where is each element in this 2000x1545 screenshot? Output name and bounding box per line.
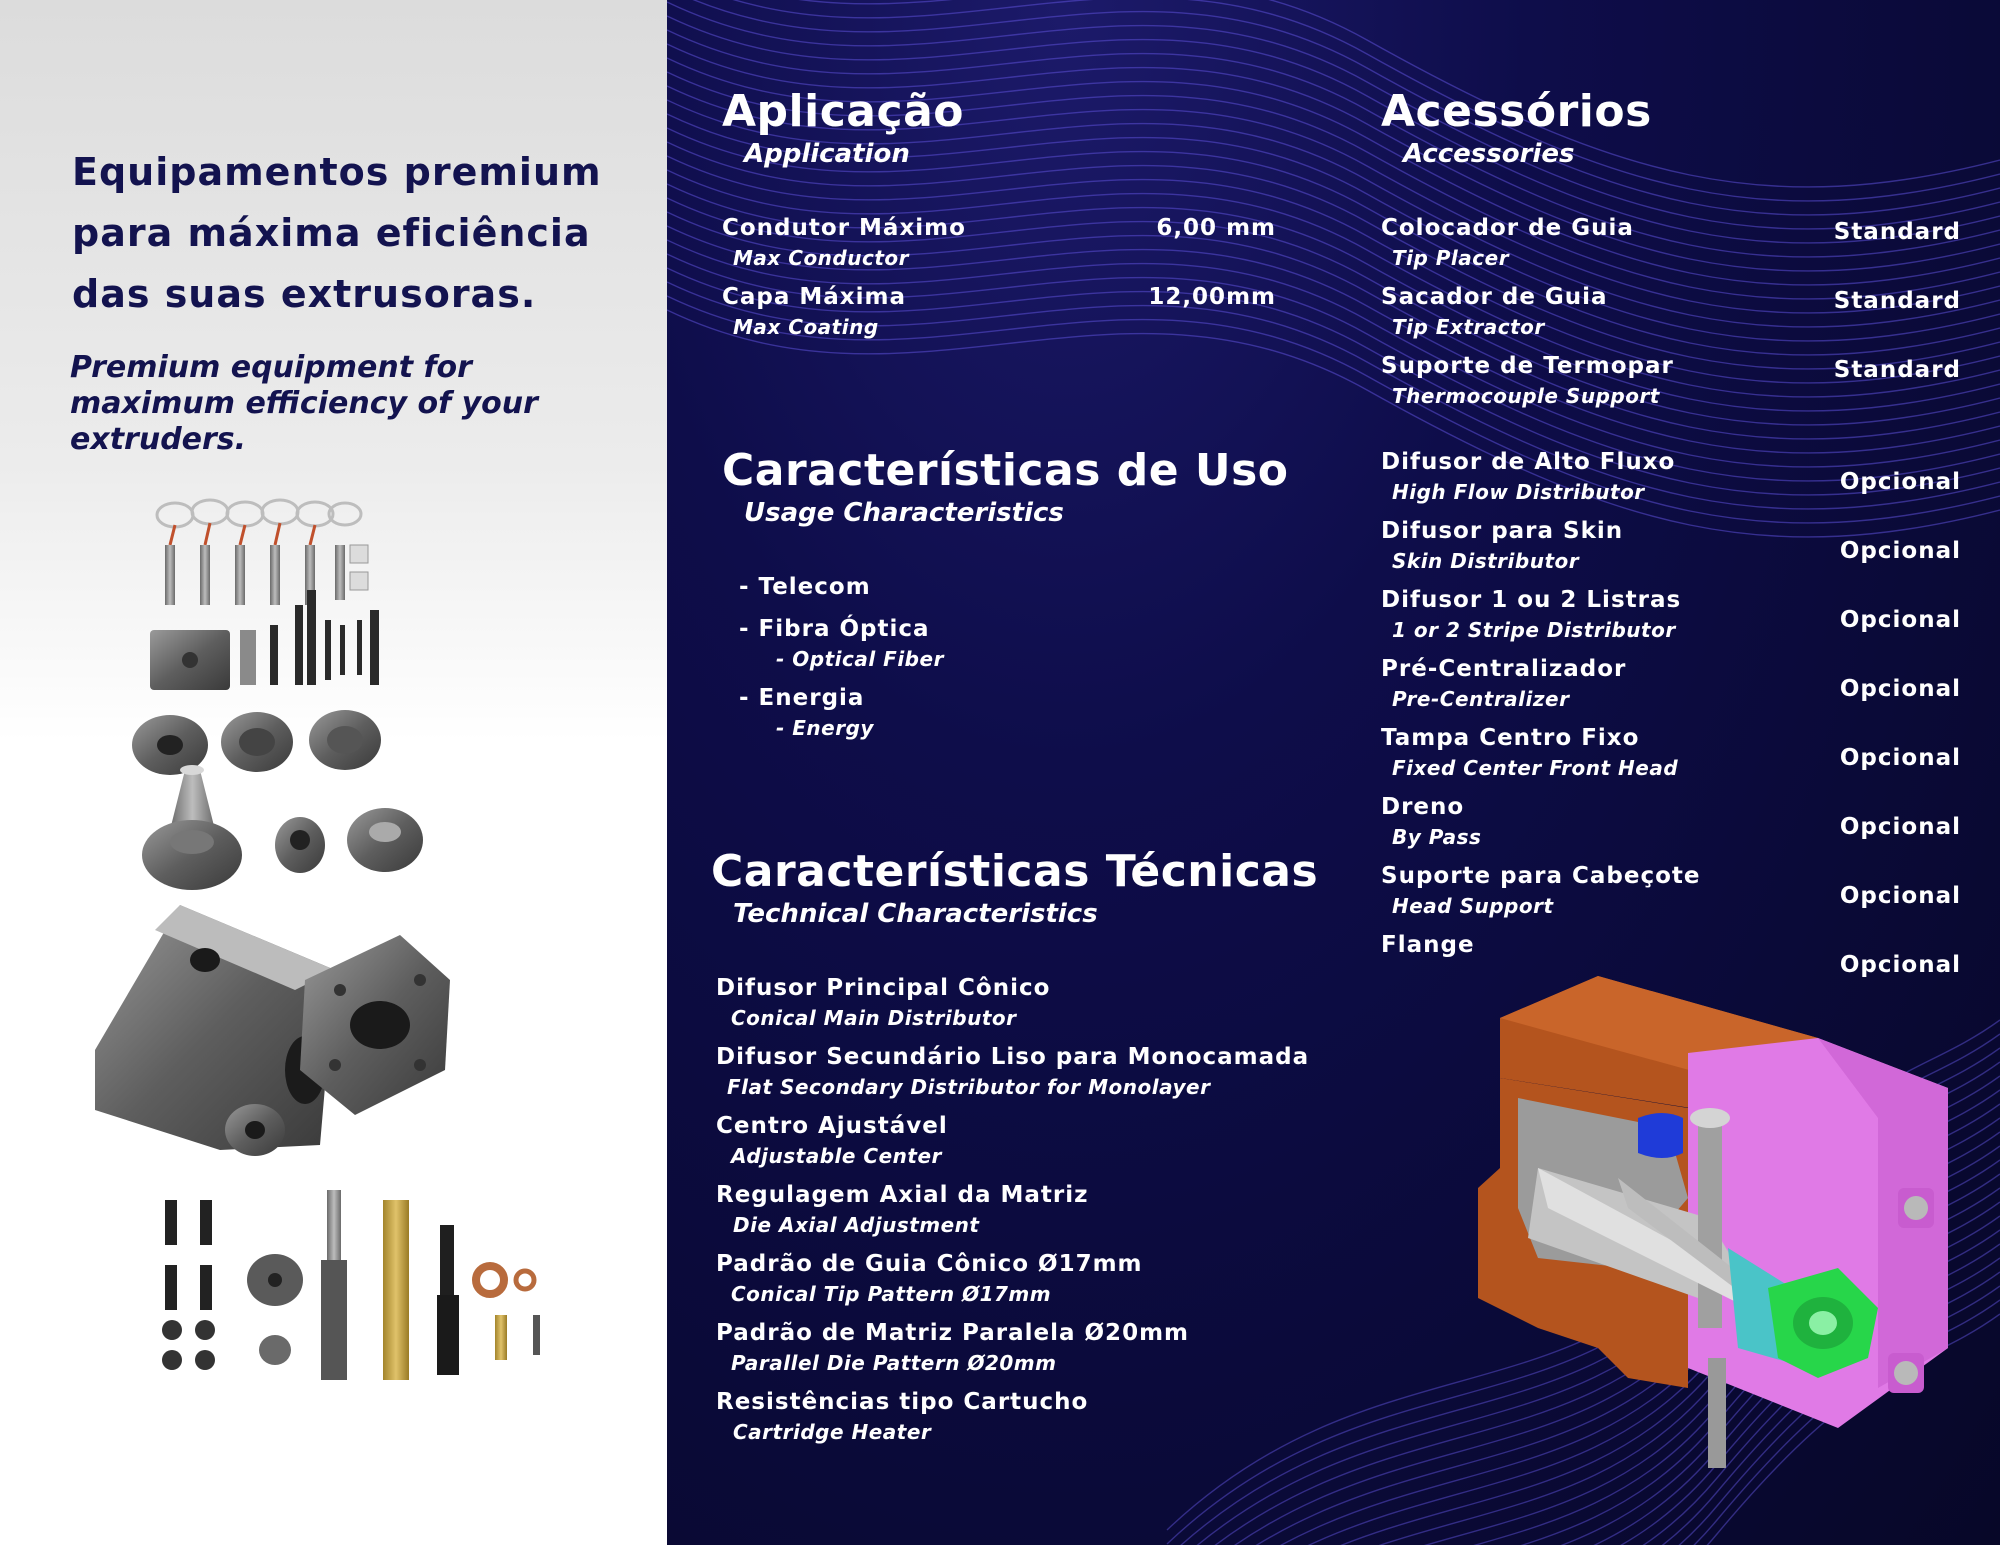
tecnicas-item-label: Regulagem Axial da Matriz: [716, 1182, 1089, 1208]
acessorio-item-label: Difusor para Skin: [1381, 518, 1624, 544]
acessorio-item-value: Standard: [1833, 357, 1961, 383]
tecnicas-title: Características Técnicas: [711, 846, 1319, 897]
uso-title: Características de Uso: [722, 445, 1289, 496]
uso-item-label: - Telecom: [739, 574, 871, 600]
acessorio-item-label: Sacador de Guia: [1381, 284, 1608, 310]
uso-item-sub: - Optical Fiber: [776, 647, 944, 671]
front-head-plate: [300, 935, 450, 1115]
acessorio-item-label: Difusor de Alto Fluxo: [1381, 449, 1676, 475]
aplicacao-item-sub: Max Conductor: [733, 246, 909, 270]
acessorio-item-label: Pré-Centralizador: [1381, 656, 1627, 682]
aplicacao-item-value: 6,00 mm: [1156, 215, 1276, 241]
aplicacao-item-label: Condutor Máximo: [722, 215, 966, 241]
tecnicas-item-label: Centro Ajustável: [716, 1113, 948, 1139]
extrusion-head-body: [95, 905, 335, 1150]
acessorio-item-value: Opcional: [1839, 883, 1961, 909]
uso-subtitle: Usage Characteristics: [744, 498, 1064, 528]
aplicacao-subtitle: Application: [744, 139, 910, 169]
aplicacao-item-value: 12,00mm: [1148, 284, 1276, 310]
tecnicas-item-sub: Parallel Die Pattern Ø20mm: [731, 1351, 1057, 1375]
tecnicas-subtitle: Technical Characteristics: [733, 899, 1098, 929]
tecnicas-item-sub: Conical Tip Pattern Ø17mm: [731, 1282, 1052, 1306]
acessorio-item-sub: Thermocouple Support: [1392, 384, 1660, 408]
cartridge-heaters: [157, 500, 368, 605]
acessorio-item-value: Opcional: [1839, 607, 1961, 633]
tools-and-fasteners: [162, 1190, 540, 1380]
acessorio-item-sub: 1 or 2 Stripe Distributor: [1392, 618, 1676, 642]
acessorio-item-label: Colocador de Guia: [1381, 215, 1634, 241]
tecnicas-item-sub: Flat Secondary Distributor for Monolayer: [727, 1075, 1211, 1099]
tecnicas-item-label: Resistências tipo Cartucho: [716, 1389, 1089, 1415]
acessorio-item-sub: Skin Distributor: [1392, 549, 1580, 573]
subheadline-line: Premium equipment for: [70, 350, 472, 385]
tecnicas-item-label: Difusor Secundário Liso para Monocamada: [716, 1044, 1310, 1070]
acessorio-item-value: Opcional: [1839, 952, 1961, 978]
tecnicas-item-sub: Die Axial Adjustment: [733, 1213, 980, 1237]
aplicacao-item-sub: Max Coating: [733, 315, 879, 339]
aplicacao-title: Aplicação: [722, 86, 964, 137]
conical-distributor: [142, 765, 242, 890]
acessorio-item-label: Suporte para Cabeçote: [1381, 863, 1701, 889]
acessorio-item-value: Opcional: [1839, 745, 1961, 771]
acessorio-item-value: Opcional: [1839, 676, 1961, 702]
acessorio-item-value: Standard: [1833, 288, 1961, 314]
uso-item-label: - Fibra Óptica: [739, 616, 930, 642]
subheadline: [70, 350, 630, 458]
headline-line: Equipamentos premium: [72, 150, 602, 194]
acessorio-item-label: Tampa Centro Fixo: [1381, 725, 1640, 751]
acessorio-item-sub: Head Support: [1392, 894, 1554, 918]
acessorios-subtitle: Accessories: [1403, 139, 1575, 169]
acessorio-item-label: Suporte de Termopar: [1381, 353, 1674, 379]
screws: [270, 590, 379, 685]
uso-item-sub: - Energy: [776, 716, 874, 740]
tecnicas-item-label: Padrão de Guia Cônico Ø17mm: [716, 1251, 1143, 1277]
acessorios-title: Acessórios: [1381, 86, 1652, 137]
acessorio-item-label: Flange: [1381, 932, 1475, 958]
acessorio-item-value: Standard: [1833, 219, 1961, 245]
acessorio-item-sub: By Pass: [1392, 825, 1482, 849]
acessorio-item-sub: High Flow Distributor: [1392, 480, 1645, 504]
tecnicas-item-sub: Cartridge Heater: [733, 1420, 932, 1444]
acessorio-item-value: Opcional: [1839, 814, 1961, 840]
headline-line: para máxima eficiência: [72, 211, 591, 255]
aplicacao-item-label: Capa Máxima: [722, 284, 907, 310]
extrusion-head-cutaway-render: [1478, 968, 1968, 1488]
tecnicas-item-label: Padrão de Matriz Paralela Ø20mm: [716, 1320, 1189, 1346]
tecnicas-item-label: Difusor Principal Cônico: [716, 975, 1051, 1001]
components-photo: [95, 490, 575, 1440]
distributor-rings: [132, 710, 381, 775]
acessorio-item-value: Opcional: [1839, 469, 1961, 495]
headline: [72, 142, 632, 325]
acessorio-item-label: Difusor 1 ou 2 Listras: [1381, 587, 1682, 613]
acessorio-item-sub: Tip Placer: [1392, 246, 1510, 270]
acessorio-item-label: Dreno: [1381, 794, 1465, 820]
subheadline-line: extruders.: [70, 422, 247, 457]
headline-line: das suas extrusoras.: [72, 272, 537, 316]
left-panel: [0, 0, 667, 1545]
acessorio-item-sub: Fixed Center Front Head: [1392, 756, 1679, 780]
subheadline-line: maximum efficiency of your: [70, 386, 538, 421]
uso-item-label: - Energia: [739, 685, 865, 711]
tecnicas-item-sub: Conical Main Distributor: [731, 1006, 1017, 1030]
tecnicas-item-sub: Adjustable Center: [731, 1144, 942, 1168]
acessorio-item-sub: Tip Extractor: [1392, 315, 1545, 339]
acessorio-item-sub: Pre-Centralizer: [1392, 687, 1570, 711]
acessorio-item-value: Opcional: [1839, 538, 1961, 564]
